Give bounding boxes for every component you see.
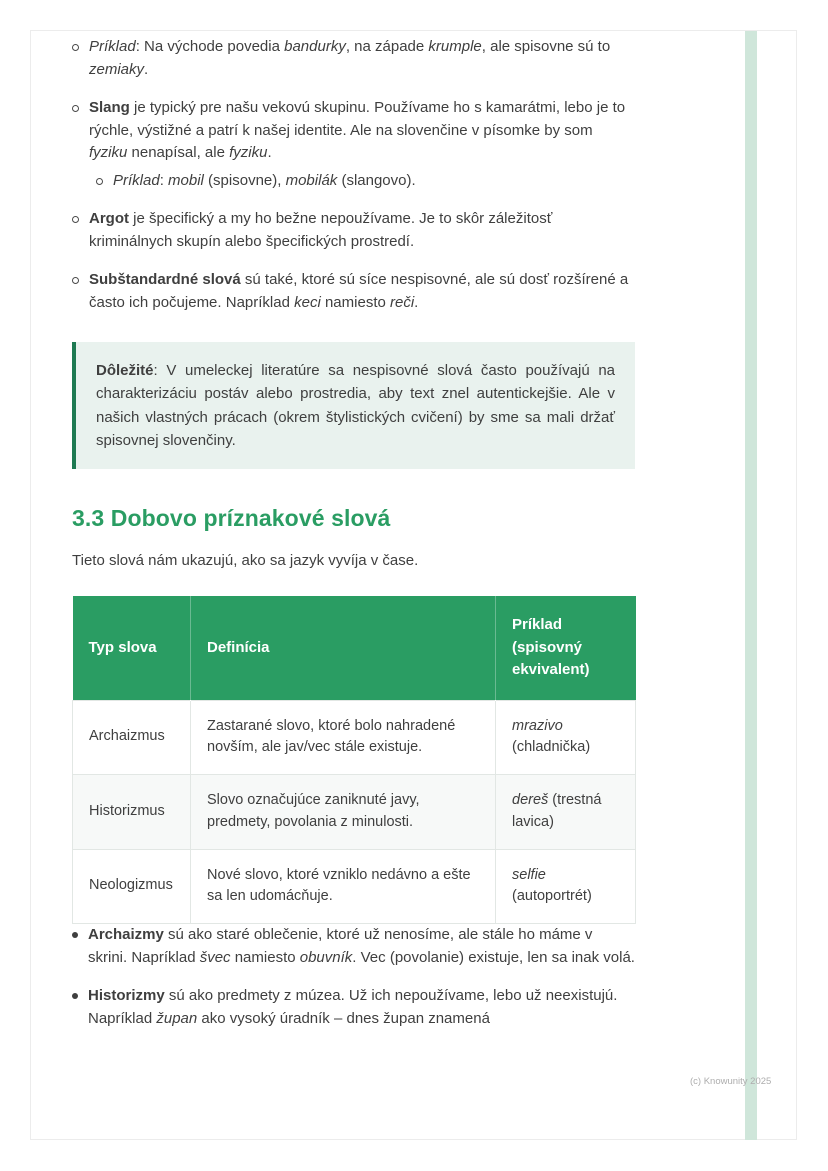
bullet-icon	[72, 216, 79, 223]
cell-type: Neologizmus	[73, 849, 191, 924]
list-item	[72, 985, 635, 1030]
list-item	[72, 269, 635, 314]
list-item-text: Subštandardné slová sú také, ktoré sú síce nespisovné, ale sú dosť rozšírené a často ich počujeme. Napríklad keci namiesto reči.	[89, 271, 629, 311]
important-callout	[72, 342, 635, 469]
table-row	[73, 849, 636, 924]
list-item-text	[89, 97, 635, 192]
decorative-side-stripe	[745, 31, 757, 1140]
list-item-text: Historizmy sú ako predmety z múzea. Už ich nepoužívame, lebo už neexistujú. Napríklad župan ako vysoký úradník – dnes župan znamená	[88, 987, 618, 1027]
cell-type: Archaizmus	[73, 700, 191, 775]
bullet-icon	[96, 178, 103, 185]
cell-example: mrazivo (chladnička)	[496, 700, 636, 775]
cell-definition: Slovo označujúce zaniknuté javy, predmety, povolania z minulosti.	[191, 775, 496, 850]
list-item	[72, 97, 635, 192]
bullet-icon	[72, 44, 79, 51]
cell-type: Historizmus	[73, 775, 191, 850]
bullet-icon	[72, 932, 78, 938]
list-item-text: Argot je špecifický a my ho bežne nepoužívame. Je to skôr záležitosť kriminálnych skupín alebo špecifických prostredí.	[89, 210, 553, 250]
list-item	[72, 208, 635, 253]
column-header-type: Typ slova	[73, 596, 191, 700]
sub-bullet-list	[72, 36, 635, 81]
table-header-row	[73, 596, 636, 700]
cell-example: selfie (autoportrét)	[496, 849, 636, 924]
bullet-list	[72, 97, 635, 314]
list-item-text: Príklad: Na východe povedia bandurky, na západe krumple, ale spisovne sú to zemiaky.	[89, 38, 611, 78]
table-body	[73, 700, 636, 924]
cell-example: dereš (trestná lavica)	[496, 775, 636, 850]
list-item	[72, 924, 635, 969]
bullet-icon	[72, 277, 79, 284]
bullet-icon	[72, 993, 78, 999]
section-intro: Tieto slová nám ukazujú, ako sa jazyk vyvíja v čase.	[72, 551, 419, 569]
page-content	[72, 36, 635, 1046]
bullet-icon	[72, 105, 79, 112]
table-row	[73, 775, 636, 850]
slang-text: Slang je typický pre našu vekovú skupinu. Používame ho s kamarátmi, lebo je to rýchle, výstižné a patrí k našej identite. Ale na slovenčine v písomke by som fyziku nenapísal, ale fyziku.	[89, 99, 626, 161]
column-header-definition: Definícia	[191, 596, 496, 700]
cell-definition: Nové slovo, ktoré vzniklo nedávno a ešte sa len udomácňuje.	[191, 849, 496, 924]
list-item-text: Archaizmy sú ako staré oblečenie, ktoré už nenosíme, ale stále ho máme v skrini. Napríklad švec namiesto obuvník. Vec (povolanie) existuje, len sa inak volá.	[88, 926, 635, 966]
nested-bullet-list	[89, 170, 635, 193]
word-types-table	[72, 596, 636, 924]
list-item	[96, 170, 635, 193]
summary-bullet-list	[72, 924, 635, 1030]
table-row	[73, 700, 636, 775]
copyright-watermark: (c) Knowunity 2025	[690, 1076, 772, 1087]
column-header-example: Príklad (spisovný ekvivalent)	[496, 596, 636, 700]
list-item-text: Príklad: mobil (spisovne), mobilák (slangovo).	[113, 171, 416, 189]
cell-definition: Zastarané slovo, ktoré bolo nahradené novším, ale jav/vec stále existuje.	[191, 700, 496, 775]
section-heading: 3.3 Dobovo príznakové slová	[72, 505, 391, 531]
list-item	[72, 36, 635, 81]
table-header	[73, 596, 636, 700]
callout-text: Dôležité: V umeleckej literatúre sa nespisovné slová často používajú na charakterizáciu postáv alebo prostredia, aby text znel autentickejšie. Ale v našich vlastných prácach (okrem štylistických cvičení) by sme sa mali držať spisovnej slovenčiny.	[96, 362, 615, 449]
